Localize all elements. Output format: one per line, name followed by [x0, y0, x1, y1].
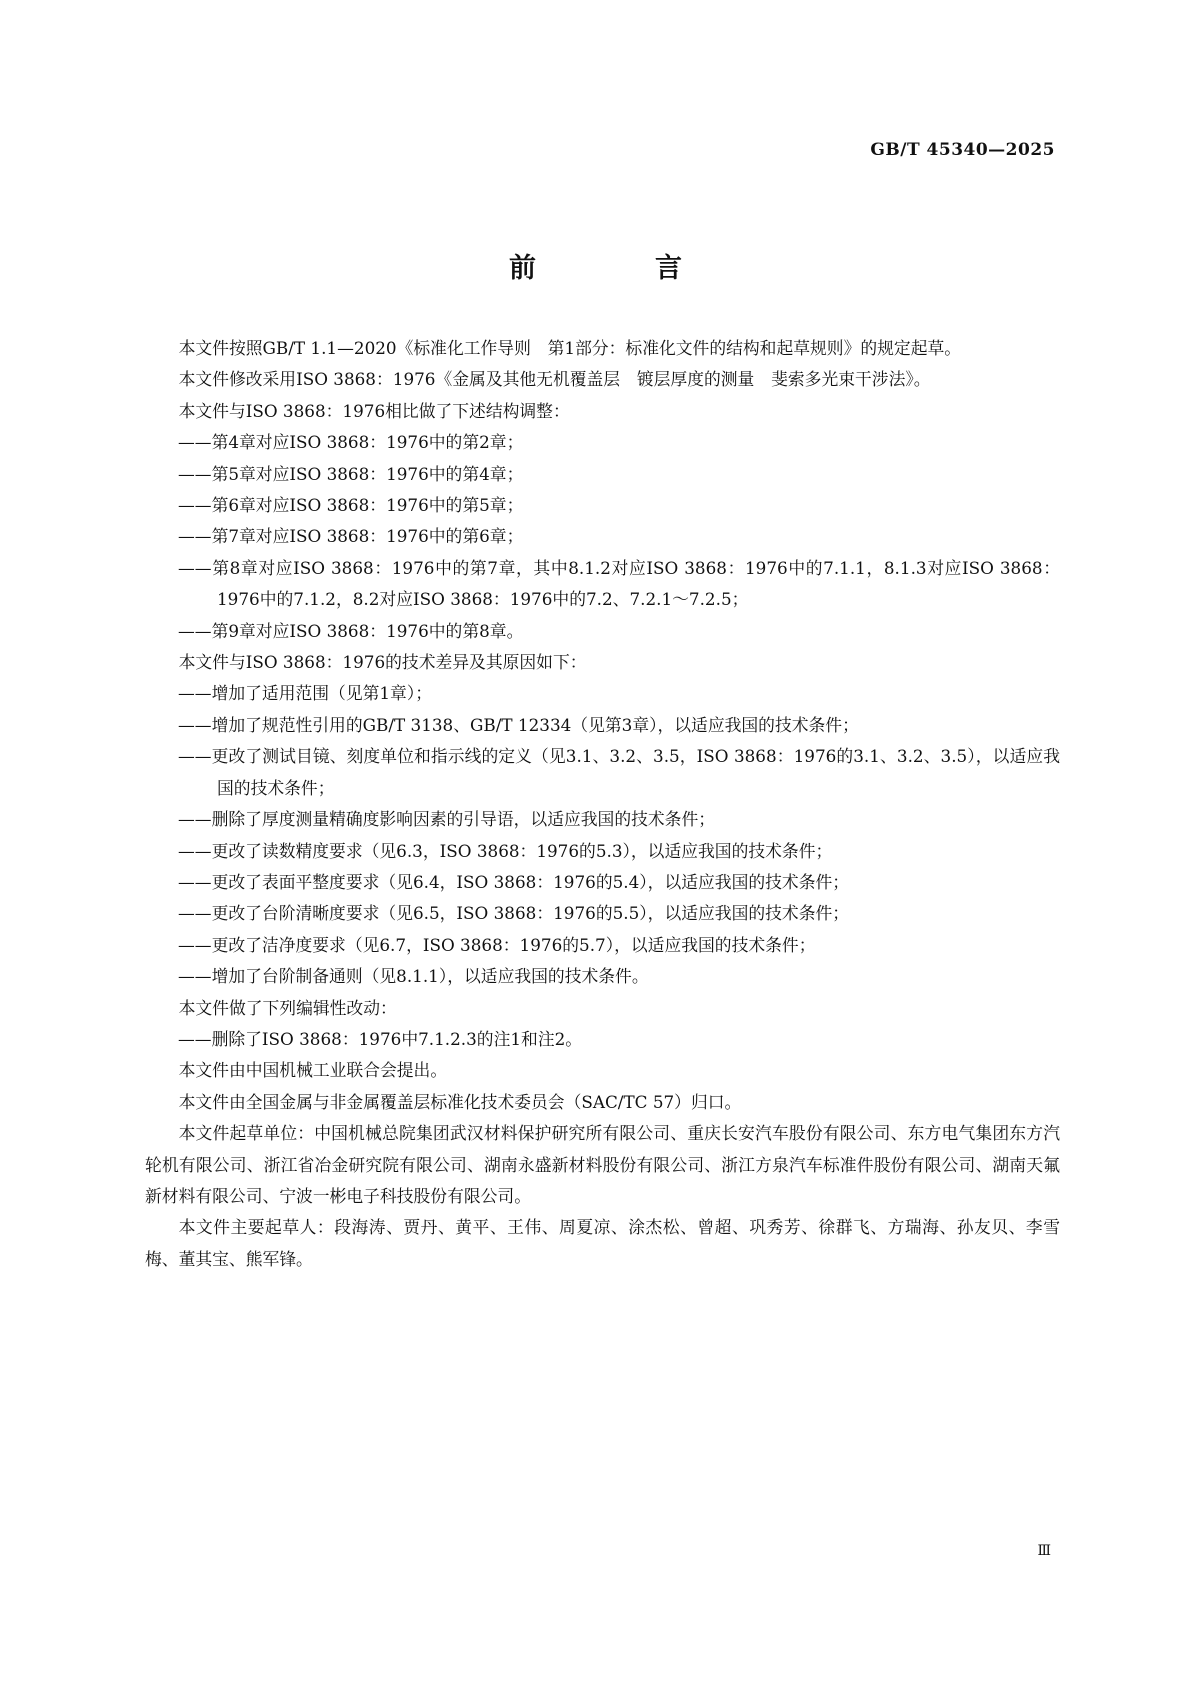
paragraph: 本文件由全国金属与非金属覆盖层标准化技术委员会（SAC/TC 57）归口。 [178, 1091, 742, 1112]
list-item: ——更改了读数精度要求（见6.3，ISO 3868：1976的5.3），以适应我国的技术条件； [178, 840, 833, 861]
document-id: GB/T 45340—2025 [870, 140, 1055, 160]
list-item: ——更改了洁净度要求（见6.7，ISO 3868：1976的5.7），以适应我国的技术条件； [178, 934, 816, 955]
paragraph: 本文件由中国机械工业联合会提出。 [178, 1060, 448, 1081]
list-item: ——更改了台阶清晰度要求（见6.5，ISO 3868：1976的5.5），以适应我国的技术条件； [178, 903, 850, 924]
list-item: ——删除了ISO 3868：1976中7.1.2.3的注1和注2。 [178, 1028, 583, 1049]
list-item: ——增加了规范性引用的GB/T 3138、GB/T 12334（见第3章），以适应我国的技术条件； [178, 714, 859, 735]
list-item: ——更改了表面平整度要求（见6.4，ISO 3868：1976的5.4），以适应我国的技术条件； [178, 871, 850, 892]
list-item: ——第7章对应ISO 3868：1976中的第6章； [178, 526, 524, 547]
list-item: ——第9章对应ISO 3868：1976中的第8章。 [178, 620, 524, 641]
paragraph: 本文件做了下列编辑性改动： [178, 997, 397, 1018]
paragraph: 本文件修改采用ISO 3868：1976《金属及其他无机覆盖层 镀层厚度的测量 斐索多光束干涉法》。 [178, 369, 931, 390]
list-item: ——第6章对应ISO 3868：1976中的第5章； [178, 495, 524, 516]
list-item: ——第8章对应ISO 3868：1976中的第7章，其中8.1.2对应ISO 3868：1976中的7.1.1，8.1.3对应ISO 3868：1976中的7.1.2，8.2对应ISO 3868：1976中的7.2、7.2.1～7.2.5； [178, 557, 1060, 610]
paragraph: 本文件按照GB/T 1.1—2020《标准化工作导则 第1部分：标准化文件的结构和起草规则》的规定起草。 [178, 338, 962, 358]
list-item: ——更改了测试目镜、刻度单位和指示线的定义（见3.1、3.2、3.5，ISO 3868：1976的3.1、3.2、3.5），以适应我国的技术条件； [178, 746, 1060, 798]
foreword-content [145, 333, 1060, 1275]
list-item: ——第5章对应ISO 3868：1976中的第4章； [178, 463, 524, 484]
list-item: ——增加了适用范围（见第1章）； [178, 683, 433, 704]
paragraph: 本文件与ISO 3868：1976的技术差异及其原因如下： [178, 652, 587, 673]
paragraph: 本文件起草单位：中国机械总院集团武汉材料保护研究所有限公司、重庆长安汽车股份有限公司、东方电气集团东方汽轮机有限公司、浙江省冶金研究院有限公司、湖南永盛新材料股份有限公司、浙江方泉汽车标准件股份有限公司、湖南天氟新材料有限公司、宁波一彬电子科技股份有限公司。 [145, 1123, 1060, 1206]
page-number: Ⅲ [1037, 1543, 1051, 1559]
list-item: ——第4章对应ISO 3868：1976中的第2章； [178, 432, 524, 453]
paragraph: 本文件主要起草人：段海涛、贾丹、黄平、王伟、周夏凉、涂杰松、曾超、巩秀芳、徐群飞、方瑞海、孙友贝、李雪梅、董其宝、熊军锋。 [145, 1217, 1060, 1269]
list-item: ——删除了厚度测量精确度影响因素的引导语，以适应我国的技术条件； [178, 809, 716, 830]
paragraph: 本文件与ISO 3868：1976相比做了下述结构调整： [178, 400, 570, 421]
section-title: 前 言 [509, 253, 728, 284]
list-item: ——增加了台阶制备通则（见8.1.1），以适应我国的技术条件。 [178, 966, 649, 987]
